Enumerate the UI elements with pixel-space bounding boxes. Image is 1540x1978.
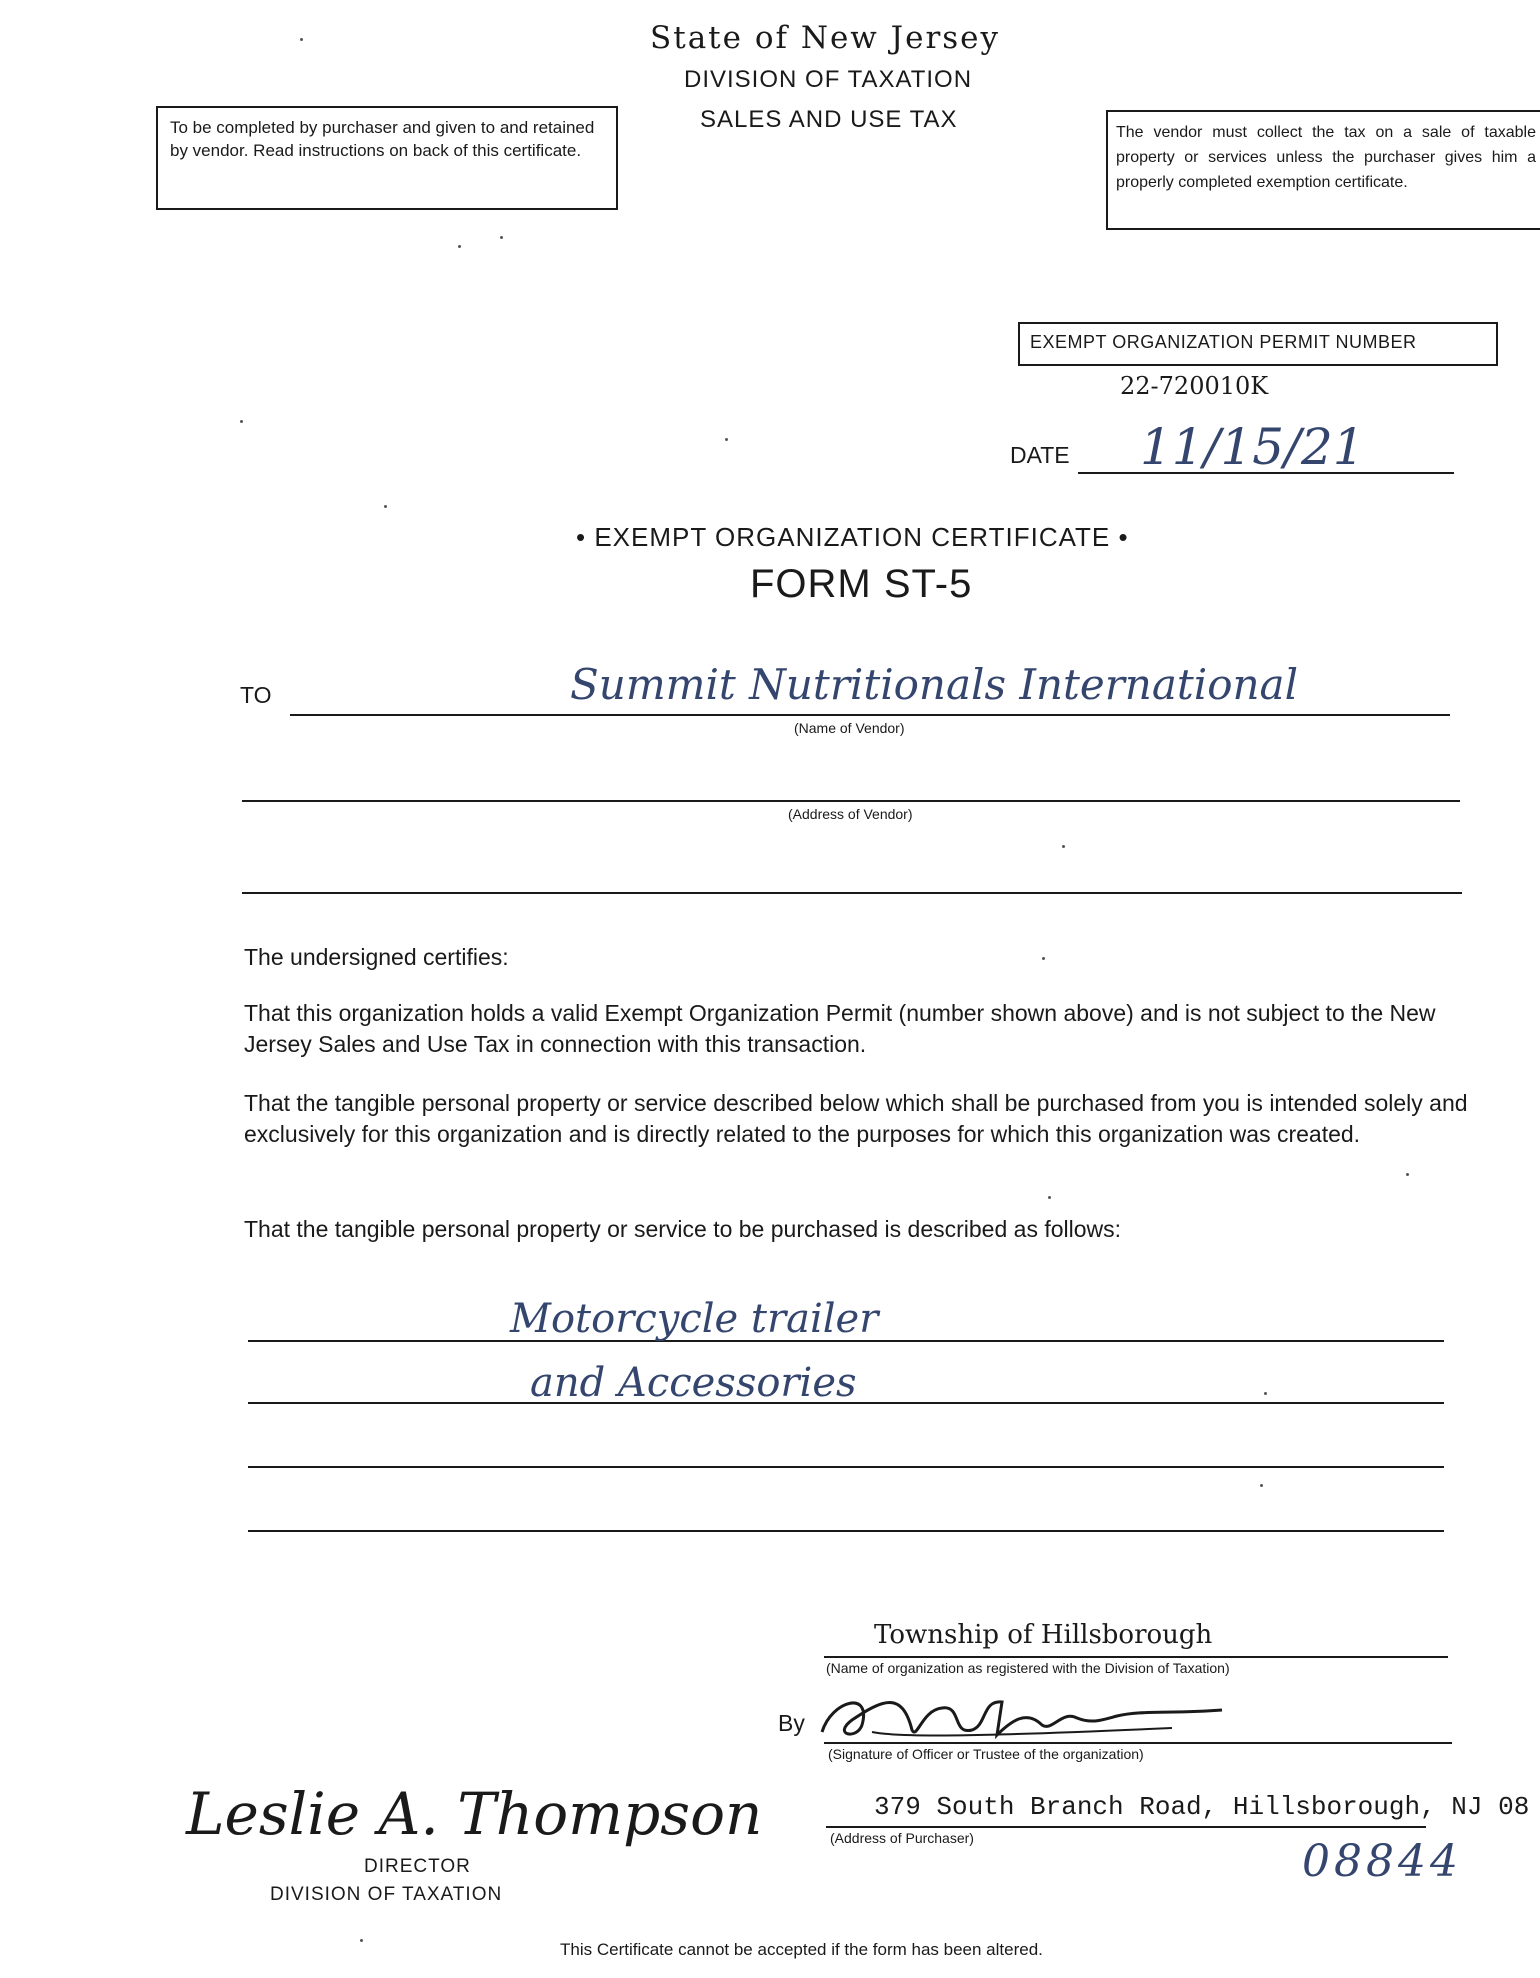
vendor-name-line	[290, 714, 1450, 716]
division-title: DIVISION OF TAXATION	[684, 66, 973, 93]
director-signature: Leslie A. Thompson	[186, 1780, 763, 1848]
purchaser-instructions-box	[156, 106, 618, 210]
purchaser-instructions-text: To be completed by purchaser and given to and retained by vendor. Read instructions on back of this certificate.	[170, 118, 595, 160]
vendor-address-line-1	[242, 800, 1460, 802]
bullet-left: •	[576, 522, 587, 552]
director-title: DIRECTOR	[364, 1856, 471, 1877]
paragraph-purpose: That the tangible personal property or service described below which shall be purchased from you is intended solely and exclusively for this organization and is directly related to the purposes for which this organization was created.	[244, 1090, 1468, 1147]
vendor-notice-text: The vendor must collect the tax on a sale of taxable property or services unless the purchaser gives him a properly completed exemption certificate.	[1116, 124, 1536, 191]
date-value: 11/15/21	[1140, 418, 1365, 476]
paragraph-permit: That this organization holds a valid Exempt Organization Permit (number shown above) and is not subject to the New Jersey Sales and Use Tax in connection with this transaction.	[244, 1000, 1436, 1057]
form-title: FORM ST-5	[750, 562, 973, 606]
description-text-2: and Accessories	[530, 1360, 857, 1406]
tax-title: SALES AND USE TAX	[700, 106, 958, 133]
paragraph-description: That the tangible personal property or service to be purchased is described as follows:	[244, 1216, 1122, 1242]
vendor-address-caption: (Address of Vendor)	[788, 806, 913, 822]
permit-number: 22-720010K	[1120, 372, 1269, 400]
organization-name-caption: (Name of organization as registered with the Division of Taxation)	[826, 1660, 1230, 1676]
permit-number-label: EXEMPT ORGANIZATION PERMIT NUMBER	[1030, 332, 1417, 352]
vendor-address-line-2	[242, 892, 1462, 894]
purchaser-address: 379 South Branch Road, Hillsborough, NJ 08	[874, 1792, 1530, 1822]
signature-line	[824, 1742, 1452, 1744]
organization-name: Township of Hillsborough	[874, 1620, 1213, 1650]
to-label: TO	[240, 682, 272, 708]
bullet-right: •	[1118, 522, 1129, 552]
signature-caption: (Signature of Officer or Trustee of the organization)	[828, 1746, 1144, 1762]
state-title: State of New Jersey	[650, 20, 1001, 56]
certificate-title	[576, 522, 1129, 553]
description-line-3	[248, 1466, 1444, 1468]
by-label: By	[778, 1710, 805, 1736]
organization-name-line	[824, 1656, 1448, 1658]
purchaser-zip: 08844	[1302, 1836, 1462, 1887]
purchaser-address-caption: (Address of Purchaser)	[830, 1830, 974, 1846]
vendor-notice-box	[1106, 110, 1540, 230]
officer-signature	[812, 1680, 1232, 1750]
certifies-heading: The undersigned certifies:	[244, 944, 509, 970]
director-division: DIVISION OF TAXATION	[270, 1884, 503, 1905]
footer-note: This Certificate cannot be accepted if the form has been altered.	[560, 1940, 1043, 1959]
certificate-title-text: EXEMPT ORGANIZATION CERTIFICATE	[594, 522, 1111, 552]
purchaser-address-line	[826, 1826, 1426, 1828]
description-text-1: Motorcycle trailer	[510, 1296, 879, 1342]
permit-number-label-box	[1018, 322, 1498, 366]
vendor-name-caption: (Name of Vendor)	[794, 720, 905, 736]
description-line-4	[248, 1530, 1444, 1532]
date-label: DATE	[1010, 442, 1070, 468]
vendor-name: Summit Nutritionals International	[570, 660, 1299, 709]
